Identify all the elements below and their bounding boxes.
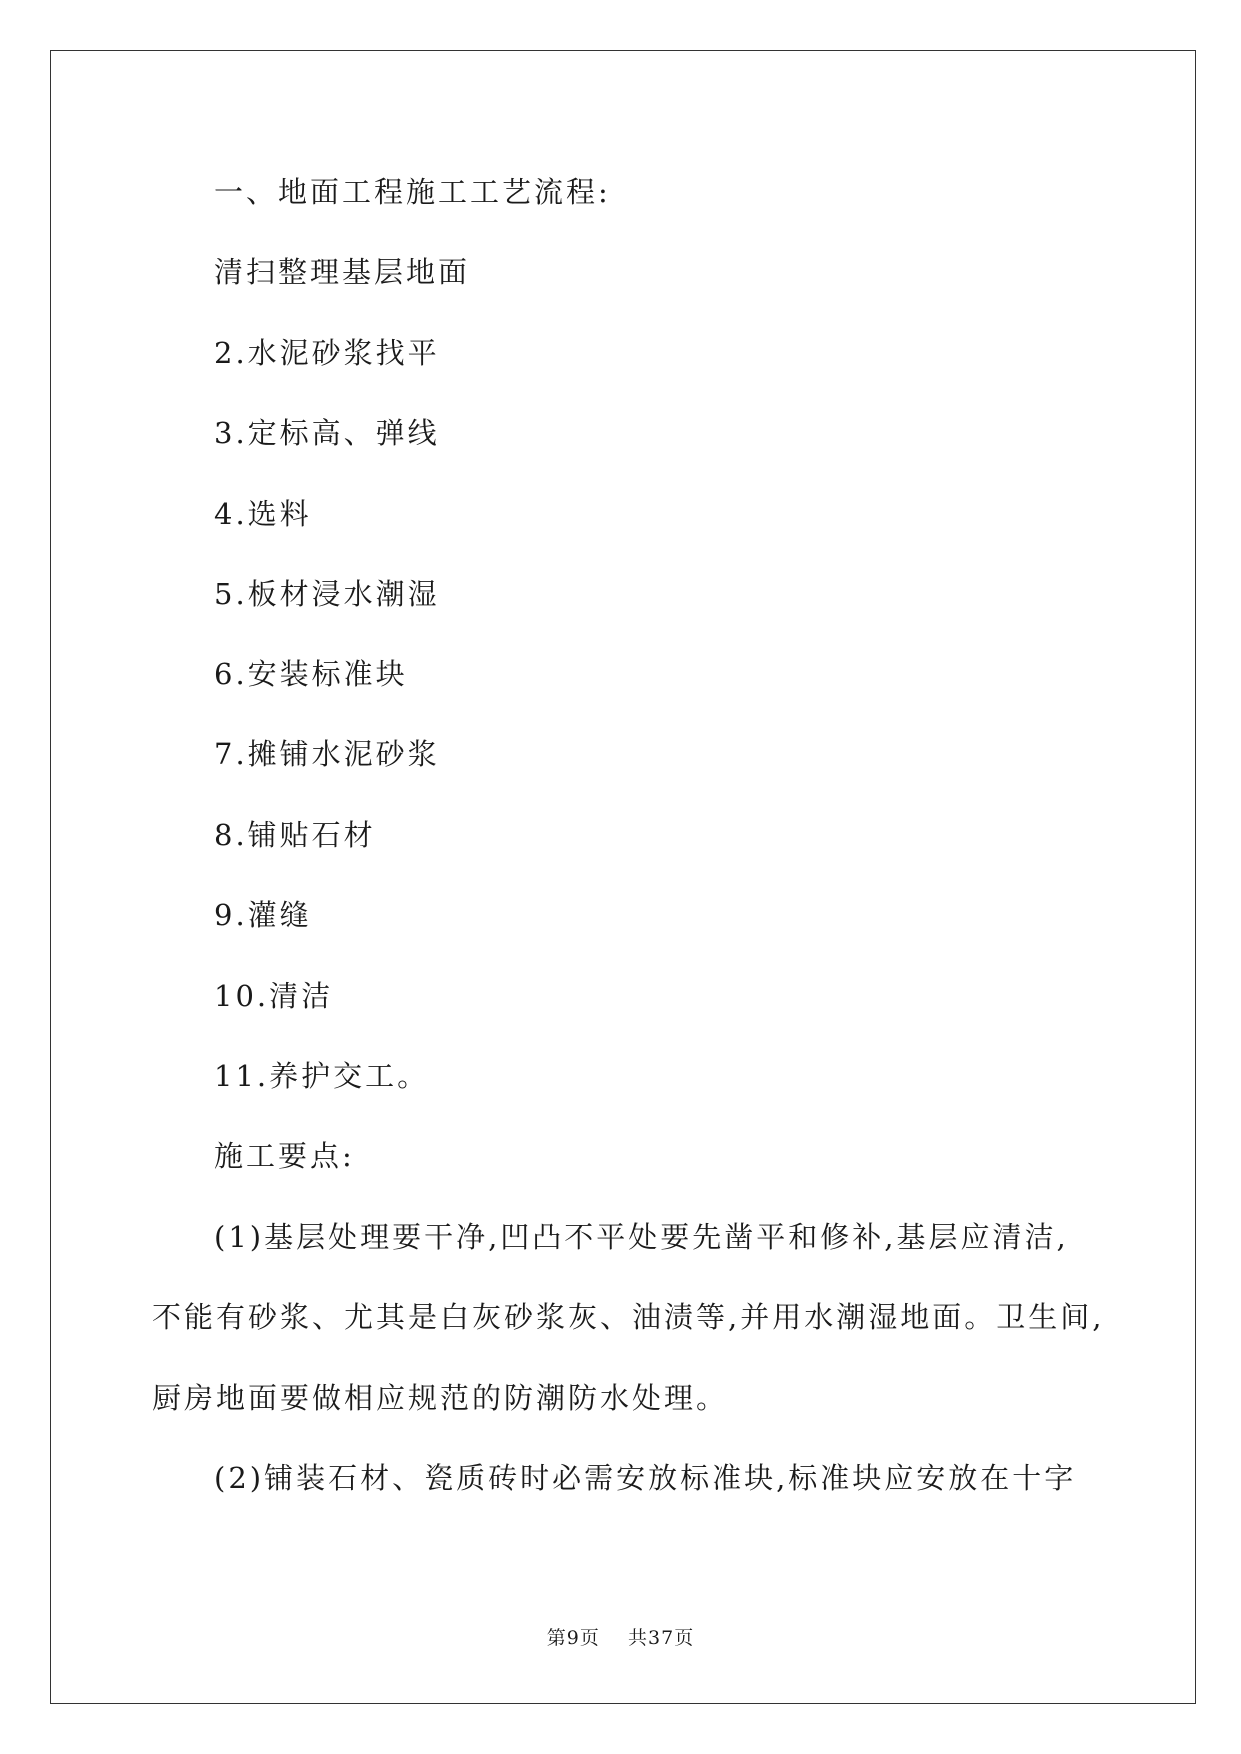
point1-line2: 不能有砂浆、尤其是白灰砂浆灰、油渍等,并用水潮湿地面。卫生间, (152, 1300, 1105, 1334)
page-border (50, 50, 1196, 1704)
footer-page-mid: 页 (579, 1627, 600, 1649)
step-item-5: 5.板材浸水潮湿 (214, 577, 440, 611)
point1-line1: (1)基层处理要干净,凹凸不平处要先凿平和修补,基层应清洁, (214, 1220, 1069, 1254)
step-item-7: 7.摊铺水泥砂浆 (214, 737, 440, 771)
footer-page-total: 37 (648, 1627, 675, 1649)
points-title: 施工要点: (214, 1139, 355, 1173)
footer-page-suffix: 页 (674, 1627, 695, 1649)
step-item-1: 清扫整理基层地面 (214, 255, 471, 289)
section-heading: 一、地面工程施工工艺流程: (214, 175, 611, 209)
step-item-2: 2.水泥砂浆找平 (214, 336, 440, 370)
step-item-8: 8.铺贴石材 (214, 818, 376, 852)
footer-total-prefix: 共 (628, 1627, 649, 1649)
step-item-10: 10.清洁 (214, 979, 334, 1013)
footer-page-current: 9 (566, 1627, 580, 1649)
step-item-9: 9.灌缝 (214, 898, 312, 932)
point2-line1: (2)铺装石材、瓷质砖时必需安放标准块,标准块应安放在十字 (214, 1461, 1077, 1495)
step-item-3: 3.定标高、弹线 (214, 416, 440, 450)
point1-line3: 厨房地面要做相应规范的防潮防水处理。 (152, 1381, 729, 1415)
page-footer (0, 1623, 1241, 1650)
step-item-6: 6.安装标准块 (214, 657, 408, 691)
footer-page-prefix: 第 (546, 1627, 567, 1649)
step-item-4: 4.选料 (214, 497, 312, 531)
step-item-11: 11.养护交工。 (214, 1059, 430, 1093)
